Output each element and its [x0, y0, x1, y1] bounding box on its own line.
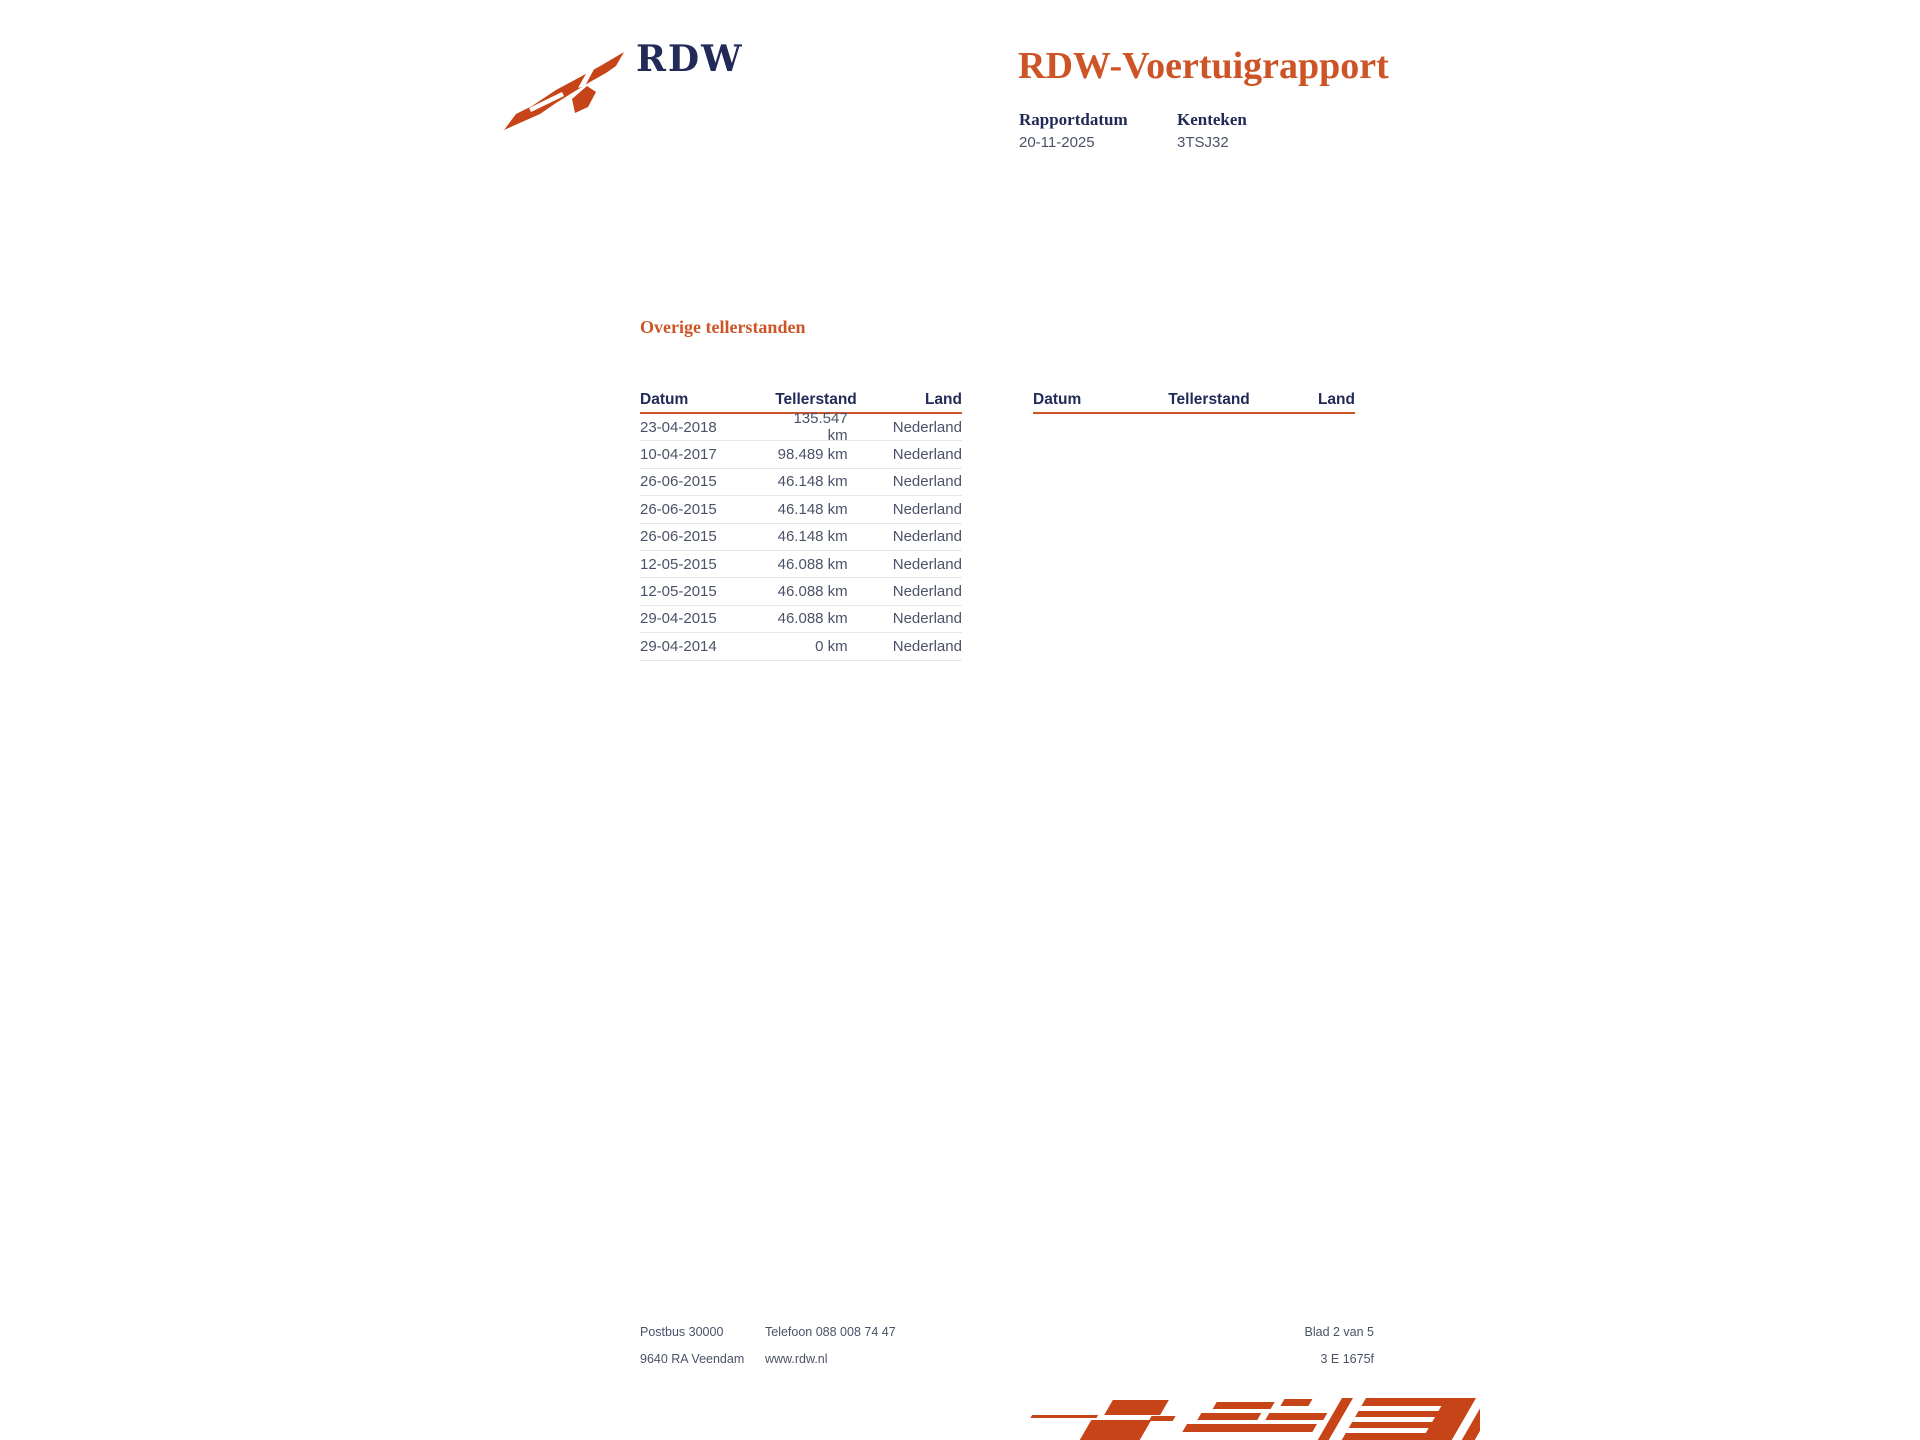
column-header-land: Land: [1317, 391, 1355, 408]
report-date-value: 20-11-2025: [1019, 134, 1095, 151]
cell-tellerstand: 46.088 km: [777, 610, 848, 628]
footer-address-line1: Postbus 30000: [640, 1325, 724, 1339]
footer-phone: Telefoon 088 008 74 47: [765, 1325, 896, 1339]
column-header-datum: Datum: [1033, 391, 1082, 408]
cell-datum: 12-05-2015: [640, 583, 717, 601]
footer-page-indicator: Blad 2 van 5: [1304, 1325, 1374, 1339]
cell-tellerstand: 46.148 km: [777, 500, 848, 518]
cell-datum: 10-04-2017: [640, 446, 717, 464]
cell-datum: 26-06-2015: [640, 473, 717, 491]
cell-tellerstand: 0 km: [815, 637, 848, 655]
table-row: [640, 496, 962, 523]
cell-tellerstand: 46.148 km: [777, 528, 848, 546]
footer-address-line2: 9640 RA Veendam: [640, 1352, 745, 1366]
cell-tellerstand: 46.148 km: [777, 473, 848, 491]
column-header-land: Land: [924, 391, 962, 408]
page-title: RDW-Voertuigrapport: [1018, 45, 1389, 87]
cell-land: Nederland: [892, 610, 962, 628]
cell-datum: 26-06-2015: [640, 500, 717, 518]
footer-form-code: 3 E 1675f: [1320, 1352, 1374, 1366]
footer-website: www.rdw.nl: [765, 1352, 828, 1366]
cell-datum: 29-04-2015: [640, 610, 717, 628]
table-row: [640, 441, 962, 468]
cell-land: Nederland: [892, 528, 962, 546]
column-header-tellerstand: Tellerstand: [775, 391, 857, 408]
cell-land: Nederland: [892, 500, 962, 518]
table-row: [640, 578, 962, 605]
cell-land: Nederland: [892, 637, 962, 655]
cell-land: Nederland: [892, 583, 962, 601]
cell-datum: 12-05-2015: [640, 555, 717, 573]
rdw-feather-logo-icon: [502, 50, 630, 134]
odometer-table-left: [640, 391, 962, 661]
cell-tellerstand: 46.088 km: [777, 555, 848, 573]
table-body: [640, 410, 962, 661]
cell-land: Nederland: [892, 418, 962, 436]
cell-tellerstand: 135.547 km: [793, 410, 848, 445]
table-header-row: [1033, 391, 1355, 414]
section-title-other-odometer-readings: Overige tellerstanden: [640, 317, 806, 337]
column-header-datum: Datum: [640, 391, 689, 408]
cell-tellerstand: 98.489 km: [777, 446, 848, 464]
table-row: [640, 469, 962, 496]
cell-datum: 29-04-2014: [640, 637, 717, 655]
table-row: [640, 606, 962, 633]
cell-land: Nederland: [892, 555, 962, 573]
cell-land: Nederland: [892, 473, 962, 491]
report-date-label: Rapportdatum: [1019, 110, 1128, 129]
table-row: [640, 410, 962, 445]
table-row: [640, 551, 962, 578]
cell-land: Nederland: [892, 446, 962, 464]
rdw-logo-wordmark: RDW: [636, 38, 744, 80]
table-row: [640, 524, 962, 551]
license-plate-label: Kenteken: [1177, 110, 1247, 129]
odometer-table-right: [1033, 391, 1355, 414]
column-header-tellerstand: Tellerstand: [1168, 391, 1250, 408]
rdw-stripe-pattern-icon: [1028, 1398, 1480, 1440]
cell-datum: 26-06-2015: [640, 528, 717, 546]
cell-tellerstand: 46.088 km: [777, 583, 848, 601]
cell-datum: 23-04-2018: [640, 418, 717, 436]
table-row: [640, 633, 962, 660]
license-plate-value: 3TSJ32: [1177, 134, 1229, 151]
